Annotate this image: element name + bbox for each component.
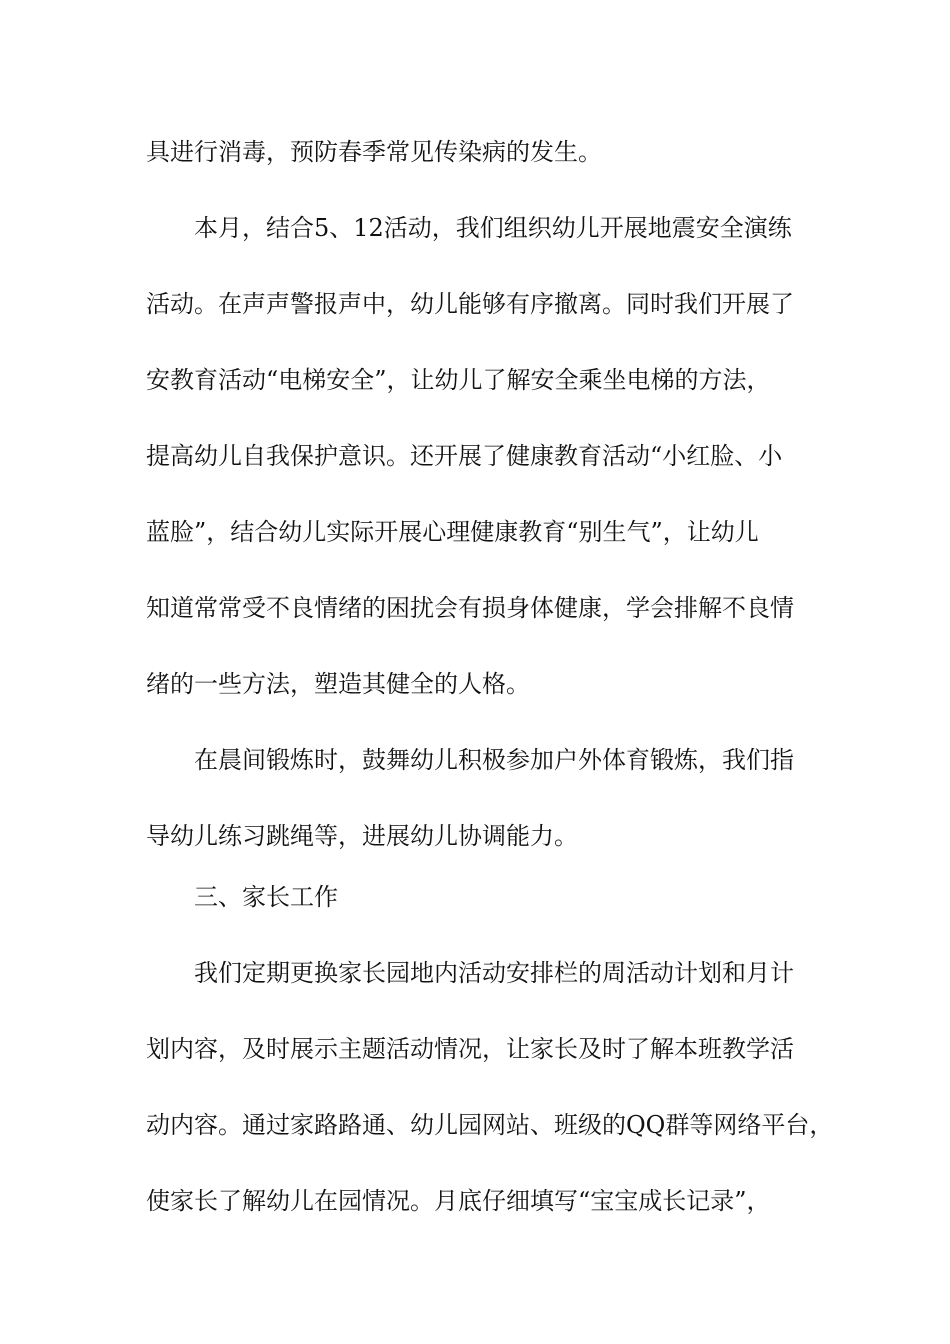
text-line: 具进行消毒，预防春季常见传染病的发生。: [146, 138, 602, 166]
paragraph-start-line: 在晨间锻炼时，鼓舞幼儿积极参加户外体育锻炼，我们指: [194, 746, 794, 774]
text-line: 提高幼儿自我保护意识。还开展了健康教育活动“小红脸、小: [146, 442, 783, 470]
text-line: 动内容。通过家路路通、幼儿园网站、班级的QQ群等网络平台，: [146, 1111, 834, 1139]
paragraph-start-line: 本月，结合5、12活动，我们组织幼儿开展地震安全演练: [194, 214, 792, 242]
paragraph-start-line: 我们定期更换家长园地内活动安排栏的周活动计划和月计: [194, 959, 794, 987]
text-line: 绪的一些方法，塑造其健全的人格。: [146, 670, 530, 698]
text-line: 安教育活动“电梯安全”，让幼儿了解安全乘坐电梯的方法，: [146, 366, 771, 394]
text-line: 导幼儿练习跳绳等，进展幼儿协调能力。: [146, 822, 578, 850]
text-line: 知道常常受不良情绪的困扰会有损身体健康，学会排解不良情: [146, 594, 794, 622]
section-heading: 三、家长工作: [194, 883, 338, 911]
text-line: 划内容，及时展示主题活动情况，让家长及时了解本班教学活: [146, 1035, 794, 1063]
text-line: 活动。在声声警报声中，幼儿能够有序撤离。同时我们开展了: [146, 290, 794, 318]
text-line: 使家长了解幼儿在园情况。月底仔细填写“宝宝成长记录”，: [146, 1187, 771, 1215]
text-line: 蓝脸”，结合幼儿实际开展心理健康教育“别生气”，让幼儿: [146, 518, 759, 546]
